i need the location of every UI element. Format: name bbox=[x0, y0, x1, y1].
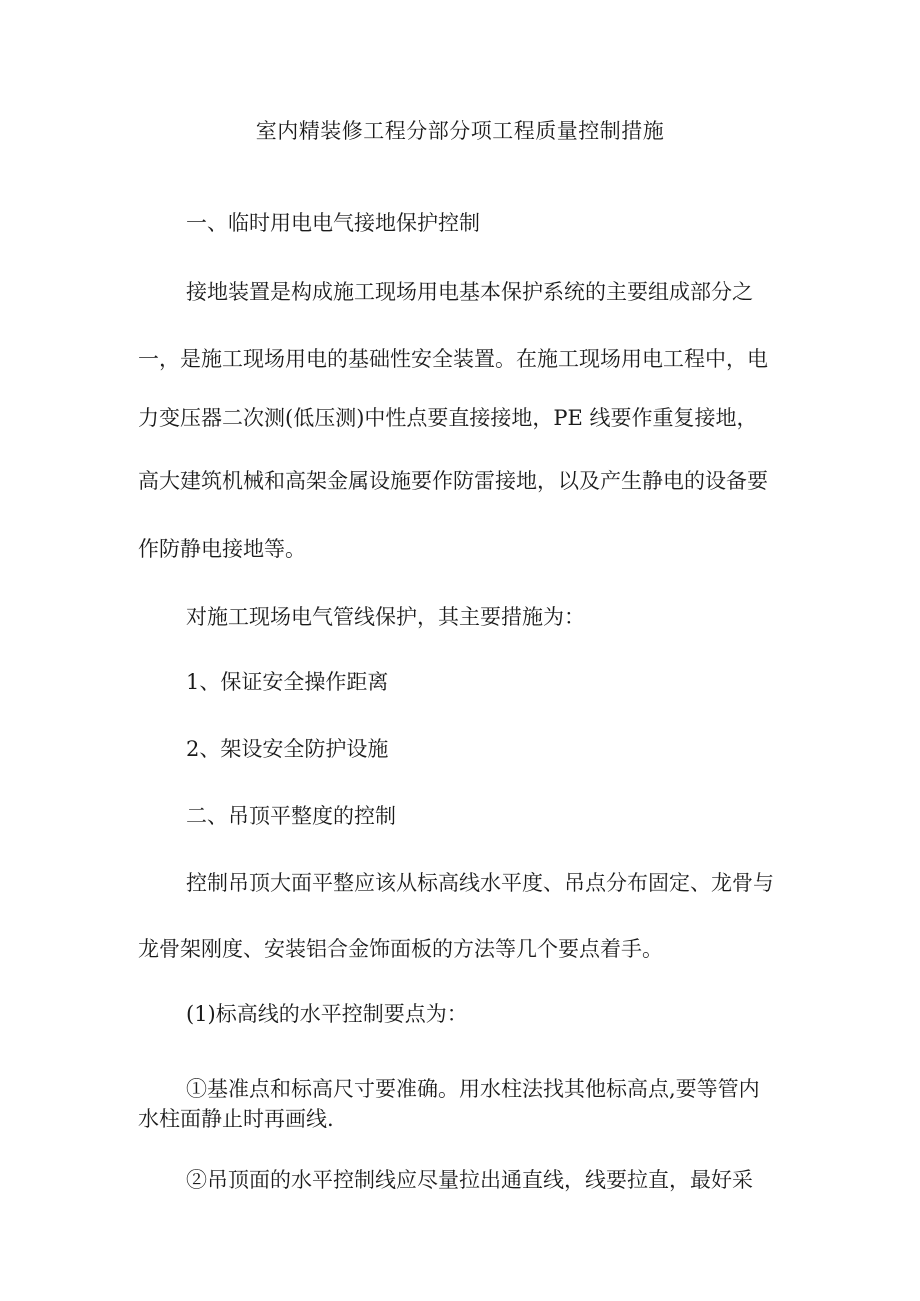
text-line: 龙骨架刚度、安装铝合金饰面板的方法等几个要点着手。 bbox=[138, 937, 663, 961]
text-line: 控制吊顶大面平整应该从标高线水平度、吊点分布固定、龙骨与 bbox=[186, 871, 774, 895]
document-title: 室内精装修工程分部分项工程质量控制措施 bbox=[255, 119, 665, 143]
text-line: 二、吊顶平整度的控制 bbox=[186, 804, 396, 828]
text-line: 接地装置是构成施工现场用电基本保护系统的主要组成部分之 bbox=[186, 280, 753, 304]
text-line: 2、架设安全防护设施 bbox=[186, 737, 389, 761]
text-line: 1、保证安全操作距离 bbox=[186, 670, 389, 694]
text-line: 一，是施工现场用电的基础性安全装置。在施工现场用电工程中，电 bbox=[138, 347, 768, 371]
text-line: 水柱面静止时再画线. bbox=[138, 1107, 334, 1131]
text-line: 力变压器二次测(低压测)中性点要直接接地，PE 线要作重复接地， bbox=[138, 406, 758, 430]
text-line: (1)标高线的水平控制要点为： bbox=[186, 1002, 468, 1026]
text-line: 一、临时用电电气接地保护控制 bbox=[186, 211, 480, 235]
text-line: ①基准点和标高尺寸要准确。用水柱法找其他标高点,要等管内 bbox=[186, 1077, 760, 1101]
text-line: 作防静电接地等。 bbox=[138, 537, 306, 561]
text-line: 对施工现场电气管线保护，其主要措施为： bbox=[186, 605, 585, 629]
text-line: 高大建筑机械和高架金属设施要作防雷接地，以及产生静电的设备要 bbox=[138, 469, 768, 493]
text-line: ②吊顶面的水平控制线应尽量拉出通直线，线要拉直，最好采 bbox=[186, 1168, 753, 1192]
